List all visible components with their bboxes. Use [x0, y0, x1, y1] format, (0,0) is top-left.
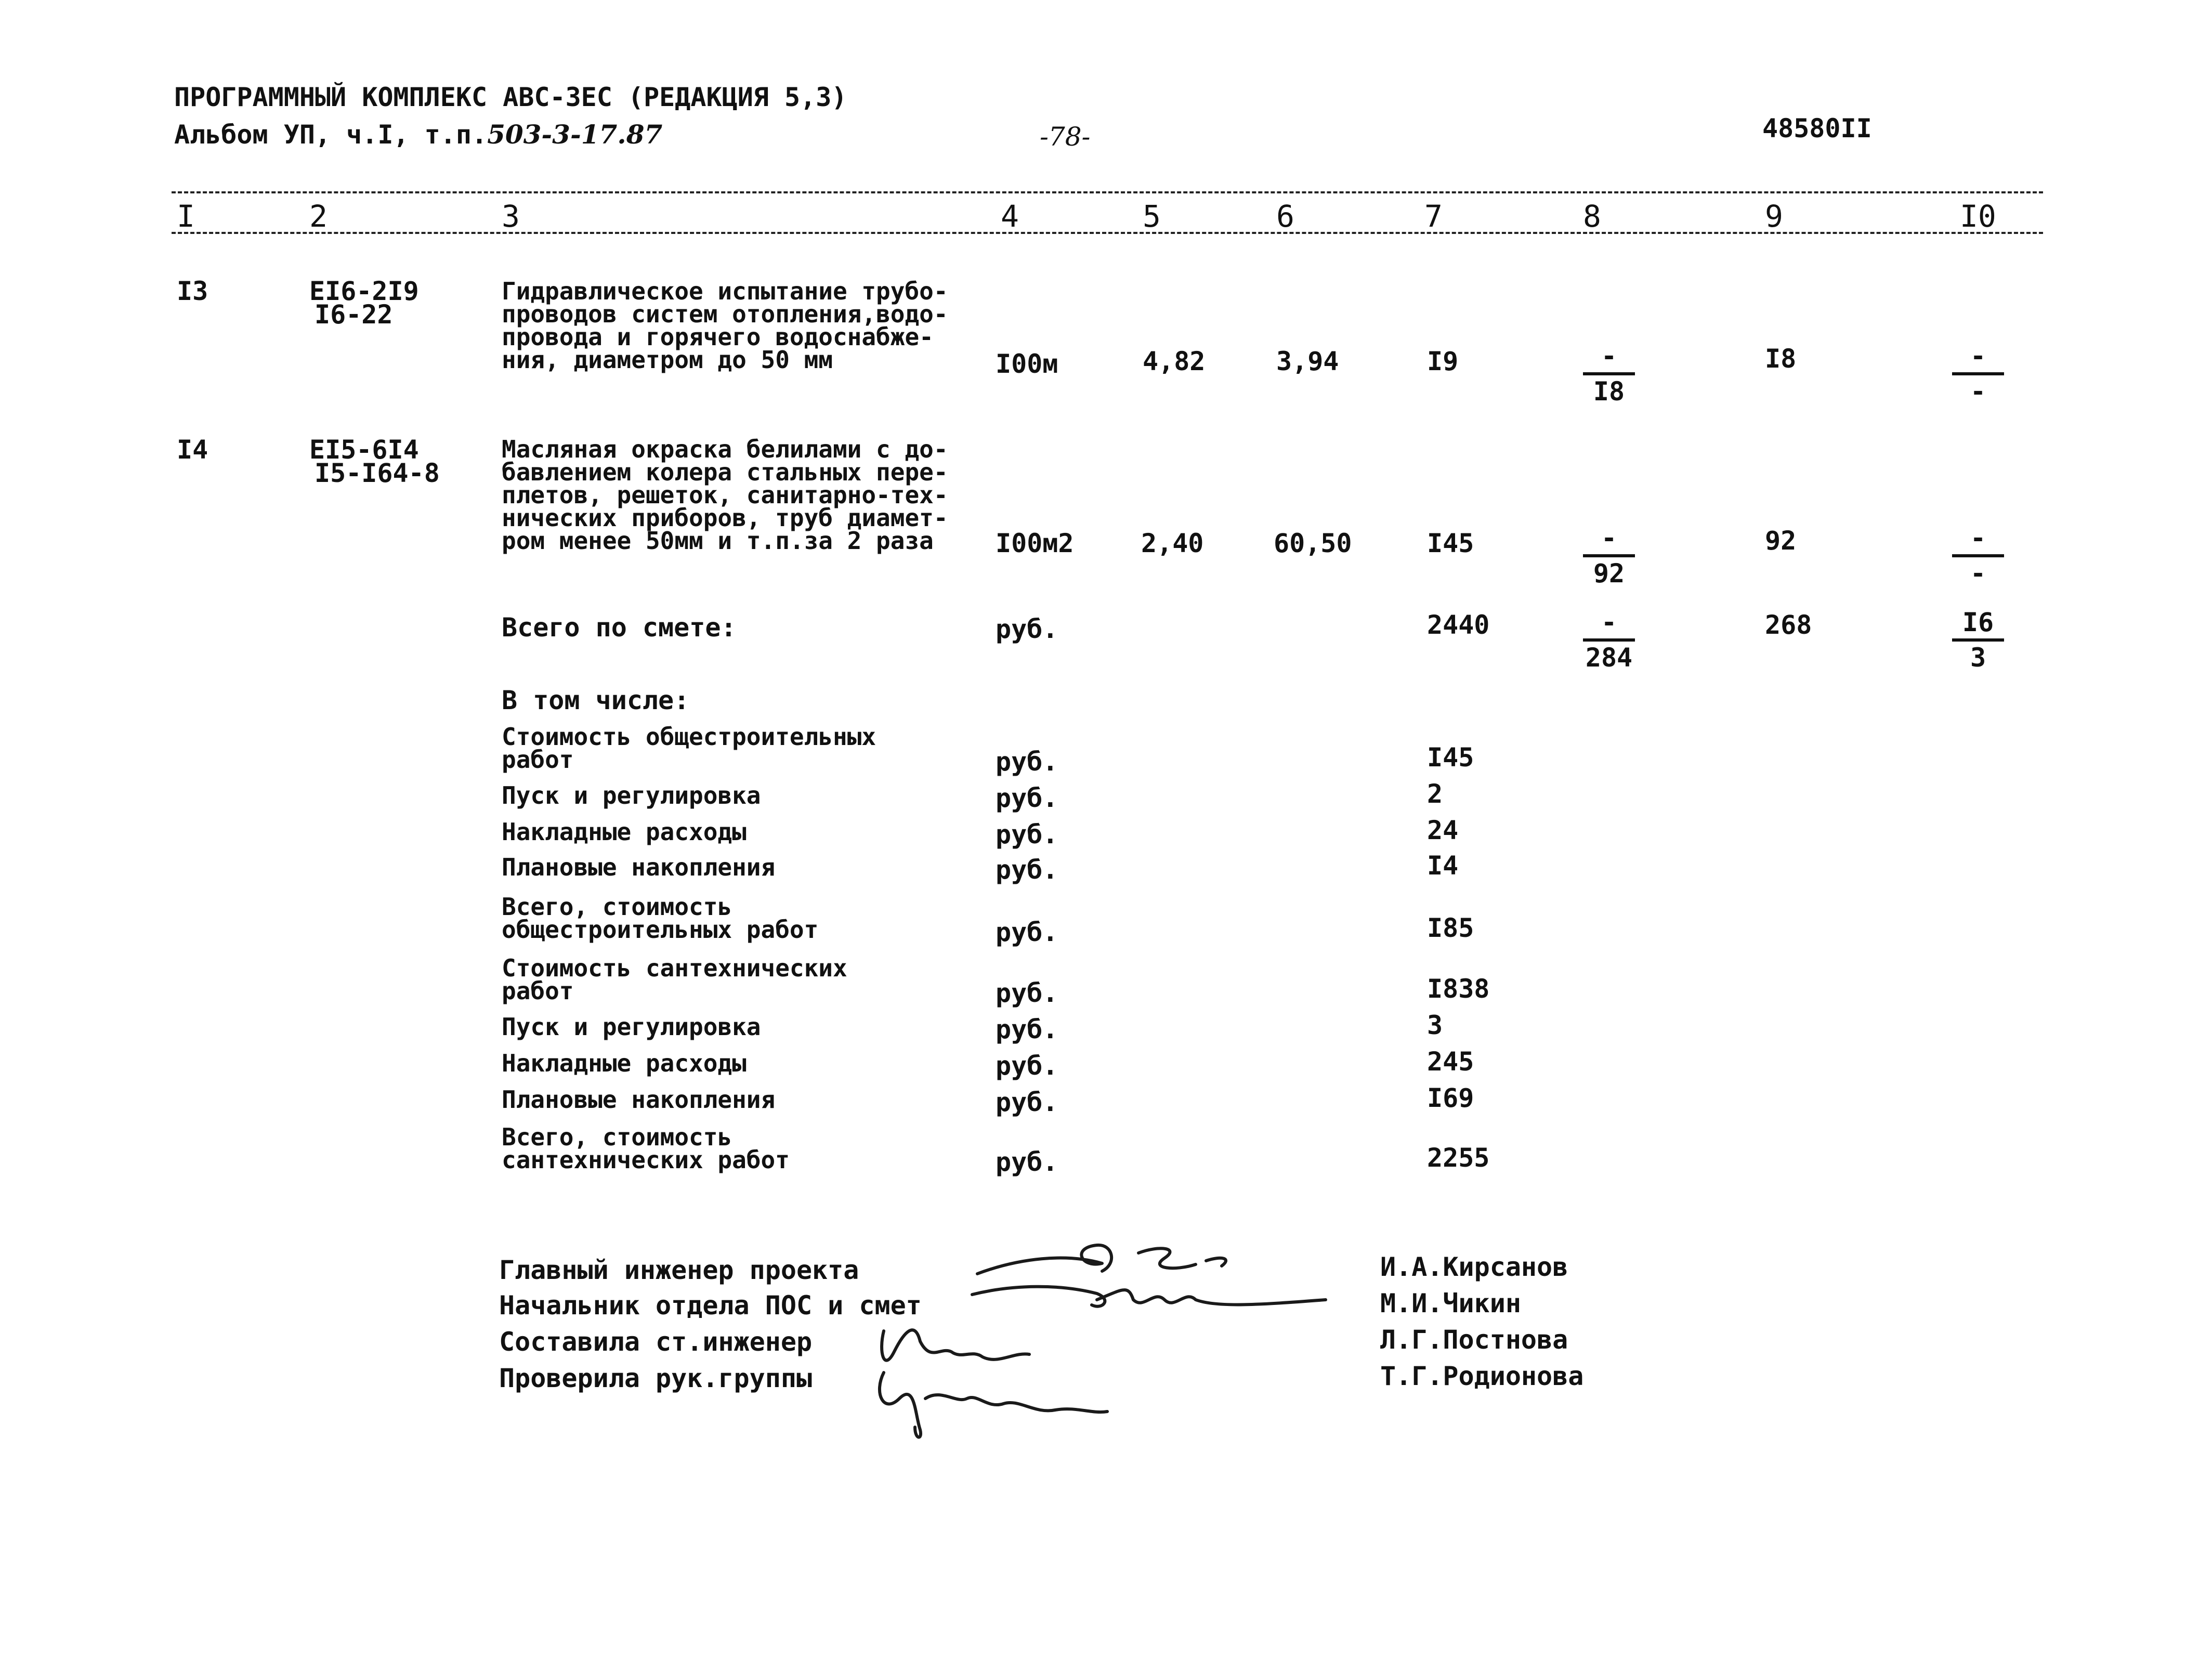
project-number-handwritten: 503-3-17.87 [487, 119, 663, 150]
signer-role: Главный инженер проекта [499, 1255, 859, 1285]
total-label: Всего по смете: [502, 612, 737, 643]
summary-label: Всего, стоимость общестроительных работ [502, 893, 819, 944]
total-cost: I45 [1427, 528, 1474, 558]
signature-estimator [882, 1330, 1029, 1360]
summary-label: Пуск и регулировка [502, 781, 761, 809]
column-header-10: I0 [1960, 199, 1996, 234]
summary-value: I45 [1427, 742, 1474, 773]
column-header-8: 8 [1583, 199, 1601, 234]
column-header-2: 2 [309, 199, 328, 234]
summary-unit: руб. [996, 1087, 1058, 1117]
total-col10-numerator: I6 [1952, 609, 2004, 642]
document-code: 48580II [1762, 113, 1872, 143]
total-cost: 2440 [1427, 610, 1490, 640]
summary-unit: руб. [996, 783, 1058, 813]
summary-label: Плановые накопления [502, 1086, 776, 1114]
program-title: ПРОГРАММНЫЙ КОМПЛЕКС АВС-ЗЕС (РЕДАКЦИЯ 5,3) [174, 82, 847, 112]
column-header-3: 3 [502, 199, 520, 234]
col8-denominator: I8 [1593, 376, 1625, 407]
signature-group-lead [880, 1373, 1107, 1437]
page-number: -78- [1040, 122, 1091, 152]
summary-value: 3 [1427, 1010, 1443, 1040]
column-header-4: 4 [1001, 199, 1019, 234]
summary-label: Пуск и регулировка [502, 1013, 761, 1041]
summary-value: I69 [1427, 1083, 1474, 1113]
column-header-7: 7 [1424, 199, 1443, 234]
signer-name: М.И.Чикин [1380, 1288, 1521, 1318]
summary-value: 245 [1427, 1047, 1474, 1077]
summary-unit: руб. [996, 747, 1058, 777]
signature-department-head [972, 1287, 1326, 1307]
summary-unit: руб. [996, 819, 1058, 850]
work-description: Масляная окраска белилами с до- бавлением колера стальных пере- плетов, решеток, санитарно-тех- нических приборов, труб диамет- ром менее 50мм и т.п.за 2 раза [502, 435, 948, 555]
row-number: I3 [177, 276, 208, 306]
summary-value: 2 [1427, 779, 1443, 809]
norm-code-secondary: I5-I64-8 [315, 458, 440, 488]
summary-value: 2255 [1427, 1143, 1490, 1173]
col8-numerator: - [1583, 343, 1635, 375]
norm-code: EI6-2I9 [309, 276, 419, 306]
unit: I00м [996, 349, 1058, 379]
col10-numerator: - [1952, 525, 2004, 557]
summary-label: Плановые накопления [502, 853, 776, 881]
col9-value: 92 [1765, 526, 1797, 556]
col8-denominator: 92 [1593, 558, 1625, 589]
signer-name: Т.Г.Родионова [1380, 1361, 1584, 1391]
work-description: Гидравлическое испытание трубо- проводов систем отопления,водо- провода и горячего водоснабже- ния, диаметром до 50 мм [502, 277, 948, 374]
row-number: I4 [177, 435, 208, 465]
summary-value: I85 [1427, 913, 1474, 943]
column-header-5: 5 [1143, 199, 1161, 234]
summary-label: Накладные расходы [502, 1049, 747, 1077]
signer-role: Составила ст.инженер [499, 1327, 813, 1357]
signature-chief-engineer [977, 1245, 1226, 1274]
col10-denominator: - [1970, 376, 1986, 407]
signer-role: Начальник отдела ПОС и смет [499, 1290, 922, 1321]
summary-unit: руб. [996, 1014, 1058, 1044]
signer-role: Проверила рук.группы [499, 1363, 813, 1393]
norm-code-secondary: I6-22 [315, 299, 393, 330]
summary-unit: руб. [996, 917, 1058, 947]
summary-label: Стоимость сантехнических работ [502, 954, 847, 1005]
summary-unit: руб. [996, 1147, 1058, 1177]
total-col9-value: 268 [1765, 610, 1812, 640]
album-reference-prefix: Альбом УП, ч.I, т.п. [174, 120, 488, 150]
col10-numerator: - [1952, 343, 2004, 375]
quantity: 2,40 [1141, 528, 1204, 558]
summary-label: Всего, стоимость сантехнических работ [502, 1123, 790, 1174]
unit-price: 3,94 [1276, 346, 1339, 376]
column-header-1: I [177, 199, 195, 234]
col10-denominator: - [1970, 558, 1986, 589]
column-header-6: 6 [1276, 199, 1294, 234]
including-label: В том числе: [502, 685, 690, 715]
summary-value: I4 [1427, 851, 1459, 881]
summary-label: Накладные расходы [502, 818, 747, 846]
total-col8-denominator: 284 [1585, 643, 1633, 673]
total-col10-denominator: 3 [1970, 643, 1986, 673]
col9-value: I8 [1765, 344, 1797, 374]
total-unit: руб. [996, 614, 1058, 644]
summary-unit: руб. [996, 855, 1058, 885]
total-col8-numerator: - [1583, 609, 1635, 642]
col8-numerator: - [1583, 525, 1635, 557]
signer-name: Л.Г.Постнова [1380, 1325, 1568, 1355]
unit: I00м2 [996, 528, 1074, 558]
summary-unit: руб. [996, 1051, 1058, 1081]
summary-value: 24 [1427, 815, 1459, 845]
summary-label: Стоимость общестроительных работ [502, 723, 876, 774]
total-cost: I9 [1427, 346, 1459, 376]
unit-price: 60,50 [1274, 528, 1352, 558]
summary-unit: руб. [996, 978, 1058, 1008]
quantity: 4,82 [1143, 346, 1206, 376]
signer-name: И.А.Кирсанов [1380, 1252, 1568, 1282]
norm-code: EI5-6I4 [309, 435, 419, 465]
column-header-9: 9 [1765, 199, 1783, 234]
summary-value: I838 [1427, 974, 1490, 1004]
